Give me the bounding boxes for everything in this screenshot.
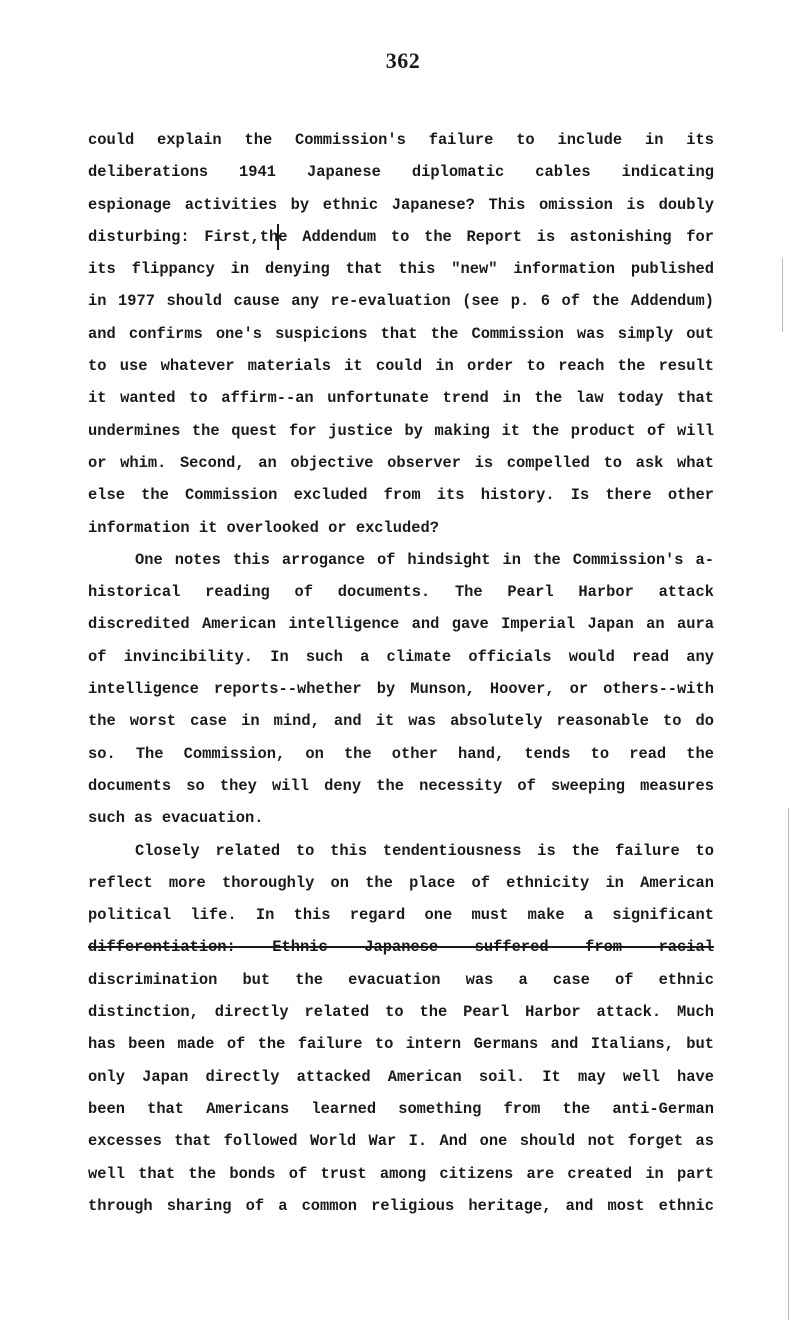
margin-rule: [788, 808, 789, 1320]
paragraph: [88, 835, 714, 1223]
text-line: Closely related to this tendentiousness is the failure to: [135, 841, 714, 860]
text-line: else the Commission excluded from its history. Is there other: [88, 486, 714, 505]
text-line: disturbing: First,the Addendum to the Report is astonishing for: [88, 227, 714, 246]
text-line: so. The Commission, on the other hand, tends to read the: [88, 744, 714, 763]
text-line: and confirms one's suspicions that the Commission was simply out: [88, 324, 714, 343]
text-line: discredited American intelligence and gave Imperial Japan an aura: [88, 615, 714, 634]
text-line-struck: differentiation: Ethnic Japanese suffered from racial: [88, 938, 714, 957]
text-line: One notes this arrogance of hindsight in the Commission's a-: [135, 550, 714, 569]
text-line: the worst case in mind, and it was absolutely reasonable to do: [88, 712, 714, 731]
text-line: could explain the Commission's failure to include in its: [88, 131, 714, 149]
text-line: historical reading of documents. The Pearl Harbor attack: [88, 583, 714, 602]
text-line: in 1977 should cause any re-evaluation (see p. 6 of the Addendum): [88, 292, 714, 311]
text-line: well that the bonds of trust among citizens are created in part: [88, 1164, 714, 1183]
body-text: [88, 124, 714, 1222]
text-line: distinction, directly related to the Pearl Harbor attack. Much: [88, 1003, 714, 1022]
text-line: through sharing of a common religious heritage, and most ethnic: [88, 1196, 714, 1215]
paragraph: [88, 544, 714, 835]
text-line: documents so they will deny the necessity of sweeping measures: [88, 776, 714, 795]
text-line: information it overlooked or excluded?: [88, 518, 439, 537]
text-line: been that Americans learned something from the anti-German: [88, 1099, 714, 1118]
text-line: espionage activities by ethnic Japanese? This omission is doubly: [88, 195, 714, 214]
text-line: discrimination but the evacuation was a case of ethnic: [88, 970, 714, 989]
page-number: 362: [385, 48, 421, 73]
text-line: deliberations 1941 Japanese diplomatic cables indicating: [88, 163, 714, 182]
text-line: undermines the quest for justice by making it the product of will: [88, 421, 714, 440]
text-line: has been made of the failure to intern Germans and Italians, but: [88, 1035, 714, 1054]
text-line: intelligence reports--whether by Munson, Hoover, or others--with: [88, 680, 714, 699]
text-line: reflect more thoroughly on the place of ethnicity in American: [88, 873, 714, 892]
text-line: excesses that followed World War I. And one should not forget as: [88, 1132, 714, 1151]
text-line: or whim. Second, an objective observer is compelled to ask what: [88, 453, 714, 472]
text-line: its flippancy in denying that this "new" information published: [88, 260, 714, 279]
text-line: it wanted to affirm--an unfortunate trend in the law today that: [88, 389, 714, 408]
text-line: to use whatever materials it could in order to reach the result: [88, 357, 714, 376]
text-line: political life. In this regard one must make a significant: [88, 906, 714, 925]
text-line: of invincibility. In such a climate officials would read any: [88, 647, 714, 666]
margin-rule: [782, 258, 783, 332]
text-line: such as evacuation.: [88, 809, 264, 828]
paragraph: [88, 124, 714, 544]
text-line: only Japan directly attacked American soil. It may well have: [88, 1067, 714, 1086]
